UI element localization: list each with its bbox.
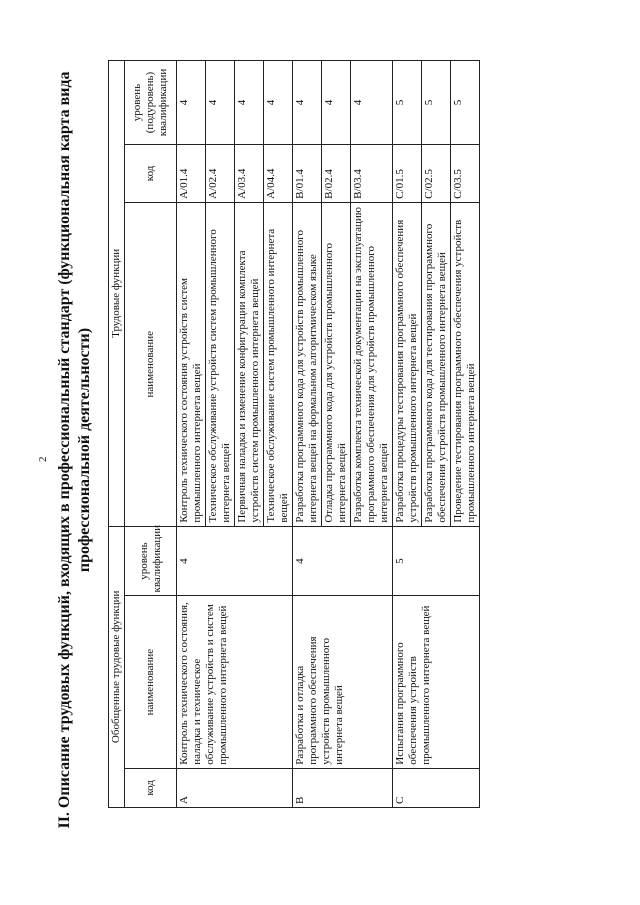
function-level: 5	[451, 61, 480, 145]
table-row	[393, 61, 422, 808]
function-name: Первичная наладка и изменение конфигурации комплекта устройств систем промышленного интернета вещей	[235, 202, 264, 526]
function-code: C/02.5	[422, 145, 451, 203]
function-level: 4	[322, 61, 351, 145]
function-level: 5	[422, 61, 451, 145]
function-name: Отладка программного кода для устройств промышленного интернета вещей	[322, 202, 351, 526]
function-code: B/02.4	[322, 145, 351, 203]
header-sublevel: уровень (подуровень) квалификации	[125, 61, 177, 145]
function-name: Разработка программного кода для тестирования программного обеспечения устройств промышленного интернета вещей	[422, 202, 451, 526]
header-function-name: наименование	[125, 202, 177, 526]
function-level: 4	[351, 61, 393, 145]
function-level: 4	[177, 61, 206, 145]
page-number: 2	[37, 456, 49, 462]
function-name: Разработка программного кода для устройств промышленного интернета вещей на формальном алгоритмическом языке	[293, 202, 322, 526]
function-name: Проведение тестирования программного обеспечения устройств промышленного интернета вещей	[451, 202, 480, 526]
function-code: A/02.4	[206, 145, 235, 203]
function-code: A/03.4	[235, 145, 264, 203]
group-level: 4	[293, 526, 393, 596]
function-level: 4	[206, 61, 235, 145]
function-code: C/03.5	[451, 145, 480, 203]
header-function-code: код	[125, 145, 177, 203]
function-name: Техническое обслуживание устройств систем промышленного интернета вещей	[206, 202, 235, 526]
function-code: A/04.4	[264, 145, 293, 203]
section-title: II. Описание трудовых функций, входящих в профессиональный стандарт (функциональная карта вида профессиональной деятельности)	[56, 71, 93, 829]
function-code: B/03.4	[351, 145, 393, 203]
header-level: уровень квалификации	[125, 526, 177, 596]
function-level: 4	[235, 61, 264, 145]
table-row	[293, 61, 322, 808]
function-code: A/01.4	[177, 145, 206, 203]
group-name: Контроль технического состояния, наладка и техническое обслуживание устройств и систем промышленного интернета вещей	[177, 596, 293, 768]
function-code: B/01.4	[293, 145, 322, 203]
function-level: 5	[393, 61, 422, 145]
function-level: 4	[293, 61, 322, 145]
function-code: C/01.5	[393, 145, 422, 203]
group-name: Разработка и отладка программного обеспечения устройств промышленного интернета вещей	[293, 596, 393, 768]
header-code: код	[125, 768, 177, 807]
group-level: 5	[393, 526, 480, 596]
header-generalized: Обобщенные трудовые функции	[109, 526, 125, 807]
function-name: Разработка комплекта технической документации на эксплуатацию программного обеспечения для устройств промышленного интернета вещей	[351, 202, 393, 526]
group-code: B	[293, 768, 393, 807]
group-code: A	[177, 768, 293, 807]
functional-map-table	[108, 60, 480, 808]
table-body	[177, 61, 480, 808]
group-code: C	[393, 768, 480, 807]
group-level: 4	[177, 526, 293, 596]
header-labor: Трудовые функции	[109, 61, 125, 527]
function-name: Контроль технического состояния устройств систем промышленного интернета вещей	[177, 202, 206, 526]
function-level: 4	[264, 61, 293, 145]
table-row	[177, 61, 206, 808]
header-name: наименование	[125, 596, 177, 768]
function-name: Техническое обслуживание систем промышленного интернета вещей	[264, 202, 293, 526]
function-name: Разработка процедуры тестирования программного обеспечения устройств промышленного интернета вещей	[393, 202, 422, 526]
group-name: Испытания программного обеспечения устройств промышленного интернета вещей	[393, 596, 480, 768]
